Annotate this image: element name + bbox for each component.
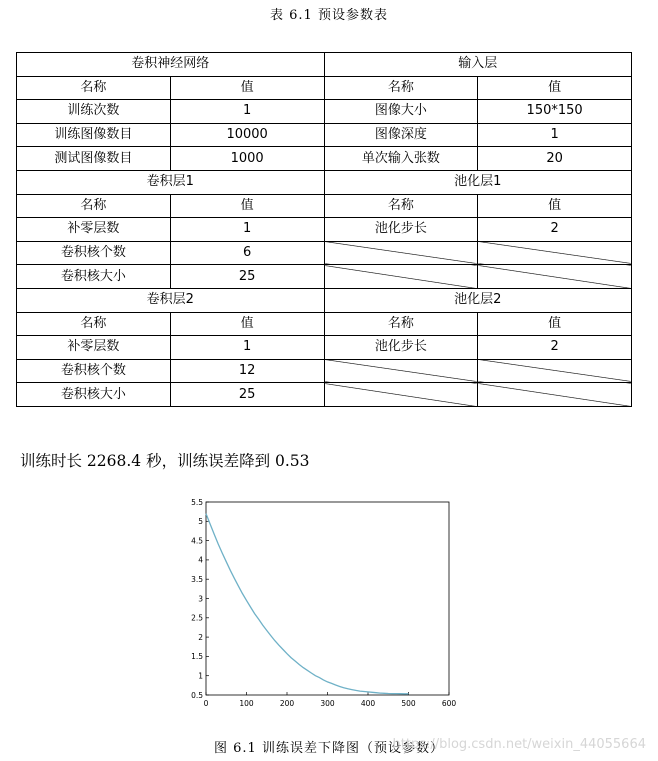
- table-row: [17, 147, 632, 171]
- watermark-text: https://blog.csdn.net/weixin_44055664: [392, 737, 646, 752]
- table-row: [17, 383, 632, 407]
- x-tick-label: 0: [203, 699, 209, 708]
- table-cell: 1: [170, 218, 324, 242]
- section-header-cell: 卷积层1: [17, 170, 325, 194]
- table-row: [17, 265, 632, 289]
- section-header-cell: 卷积层2: [17, 288, 325, 312]
- table-cell: 值: [478, 312, 632, 336]
- empty-slash-cell: [324, 241, 478, 265]
- table-cell: 20: [478, 147, 632, 171]
- table-cell: 1: [170, 100, 324, 124]
- y-tick-label: 5: [198, 517, 203, 527]
- y-tick-label: 0.5: [191, 690, 203, 700]
- table-cell: 池化步长: [324, 218, 478, 242]
- table-cell: 值: [170, 194, 324, 218]
- figure-caption: 图 6.1 训练误差下降图（预设参数）: [214, 741, 444, 756]
- training-error-chart: [180, 493, 460, 719]
- table-cell: 名称: [17, 194, 171, 218]
- table-cell: 12: [170, 359, 324, 383]
- table-row: [17, 76, 632, 100]
- empty-slash-cell: [324, 265, 478, 289]
- x-tick-label: 200: [279, 699, 295, 708]
- x-tick-label: 500: [401, 699, 416, 708]
- section-header-cell: 输入层: [324, 53, 632, 77]
- empty-slash-cell: [478, 383, 632, 407]
- table-row: [17, 312, 632, 336]
- table-row: [17, 241, 632, 265]
- section-header-cell: 池化层2: [324, 288, 632, 312]
- table-cell: 6: [170, 241, 324, 265]
- table-cell: 卷积核大小: [17, 265, 171, 289]
- table-row: [17, 218, 632, 242]
- table-cell: 名称: [324, 312, 478, 336]
- x-tick-label: 300: [320, 699, 335, 708]
- section-header-cell: 池化层1: [324, 170, 632, 194]
- table-cell: 图像深度: [324, 123, 478, 147]
- table-cell: 名称: [17, 312, 171, 336]
- table-cell: 卷积核大小: [17, 383, 171, 407]
- table-cell: 25: [170, 265, 324, 289]
- y-tick-label: 1.5: [191, 652, 203, 662]
- table-cell: 1000: [170, 147, 324, 171]
- table-cell: 卷积核个数: [17, 359, 171, 383]
- table-cell: 卷积核个数: [17, 241, 171, 265]
- table-row: [17, 288, 632, 312]
- x-tick-label: 100: [239, 699, 254, 708]
- table-cell: 150*150: [478, 100, 632, 124]
- table-row: [17, 170, 632, 194]
- table-cell: 图像大小: [324, 100, 478, 124]
- table-cell: 值: [170, 312, 324, 336]
- y-tick-label: 3: [198, 594, 203, 604]
- table-cell: 测试图像数目: [17, 147, 171, 171]
- training-summary: 训练时长 2268.4 秒，训练误差降到 0.53: [20, 452, 310, 470]
- parameter-table: [16, 52, 632, 407]
- y-tick-label: 4.5: [191, 536, 203, 546]
- table-cell: 10000: [170, 123, 324, 147]
- y-tick-label: 3.5: [191, 575, 203, 584]
- table-cell: 2: [478, 218, 632, 242]
- table-cell: 单次输入张数: [324, 147, 478, 171]
- table-row: [17, 100, 632, 124]
- x-tick-label: 400: [360, 699, 376, 708]
- y-tick-label: 4: [198, 555, 203, 565]
- table-cell: 补零层数: [17, 336, 171, 360]
- table-cell: 2: [478, 336, 632, 360]
- table-cell: 训练图像数目: [17, 123, 171, 147]
- table-row: [17, 123, 632, 147]
- table-cell: 训练次数: [17, 100, 171, 124]
- section-header-cell: 卷积神经网络: [17, 53, 325, 77]
- table-cell: 值: [170, 76, 324, 100]
- table-row: [17, 359, 632, 383]
- y-tick-label: 5.5: [191, 497, 203, 507]
- y-tick-label: 1: [198, 671, 203, 681]
- table-cell: 1: [478, 123, 632, 147]
- table-caption: 表 6.1 预设参数表: [270, 8, 388, 23]
- table-cell: 1: [170, 336, 324, 360]
- table-row: [17, 194, 632, 218]
- plot-area: [206, 502, 449, 695]
- table-cell: 名称: [324, 76, 478, 100]
- empty-slash-cell: [478, 265, 632, 289]
- empty-slash-cell: [478, 359, 632, 383]
- table-cell: 25: [170, 383, 324, 407]
- table-cell: 补零层数: [17, 218, 171, 242]
- empty-slash-cell: [324, 383, 478, 407]
- table-cell: 值: [478, 194, 632, 218]
- table-cell: 值: [478, 76, 632, 100]
- table-cell: 名称: [17, 76, 171, 100]
- table-cell: 名称: [324, 194, 478, 218]
- x-tick-label: 600: [441, 699, 457, 708]
- table-cell: 池化步长: [324, 336, 478, 360]
- empty-slash-cell: [478, 241, 632, 265]
- table-row: [17, 53, 632, 77]
- empty-slash-cell: [324, 359, 478, 383]
- y-tick-label: 2.5: [191, 613, 203, 623]
- table-row: [17, 336, 632, 360]
- y-tick-label: 2: [198, 632, 203, 642]
